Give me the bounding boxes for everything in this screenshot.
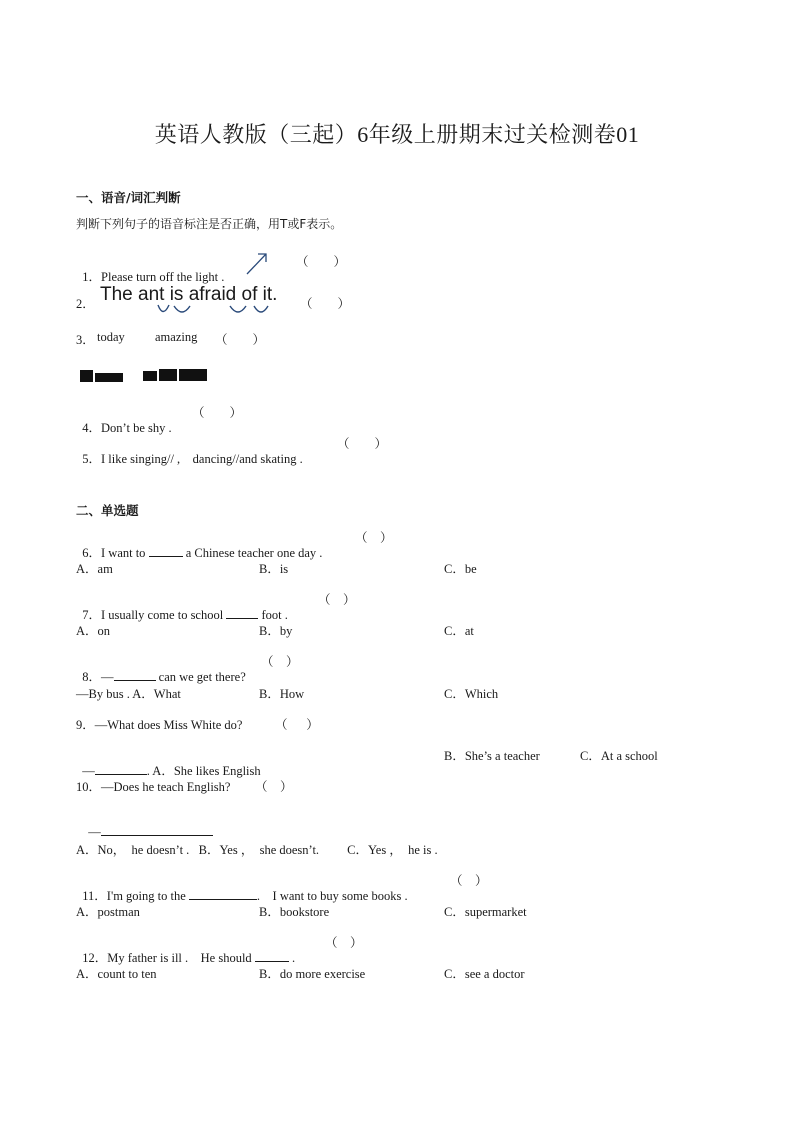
option-c[interactable]: C．Which [444,687,499,701]
answer-blank[interactable]: （ ） [318,593,356,607]
section-2-heading: 二、单选题 [76,503,139,518]
answer-blank[interactable]: （ ） [192,406,243,420]
question-number: 4． [82,421,102,435]
question-number: 5． [82,452,102,466]
redaction-block [95,373,123,382]
question-stem-end: a Chinese teacher one day . [185,546,323,560]
question-6 [76,528,322,561]
question-stem: 8．— [82,670,114,684]
option-b[interactable]: B．She’s a teacher [444,749,540,763]
answer-blank[interactable]: （ ） [450,874,488,888]
answer-blank[interactable]: （ ） [261,655,299,669]
fill-blank[interactable] [95,762,147,775]
question-stem-end: . I want to buy some books . [256,889,408,903]
option-a[interactable]: . A．She likes English [146,764,261,778]
option-a[interactable]: A．count to ten [76,967,157,981]
answer-blank[interactable]: （ ） [255,780,293,794]
question-stem: 11．I'm going to the [82,889,186,903]
question-stem: 6．I want to [82,546,146,560]
option-a[interactable]: A．on [76,624,111,638]
question-text: I like singing// , dancing//and skating . [101,452,303,466]
answer-line [82,808,213,840]
section-1-heading: 一、语音/词汇判断 [76,190,181,205]
dash: — [88,825,101,839]
option-c[interactable]: C．be [444,562,477,576]
option-b[interactable]: B．by [259,624,293,638]
answer-blank[interactable]: （ ） [300,297,351,311]
question-stem: 7．I usually come to school [82,608,224,622]
question-text: Please turn off the light . [101,270,225,284]
option-b[interactable]: B．bookstore [259,905,330,919]
answer-blank[interactable]: （ ） [296,255,347,269]
question-10-stem: 10．—Does he teach English? [76,780,231,794]
answer-blank[interactable]: （ ） [337,437,388,451]
question-stem-end: can we get there? [158,670,246,684]
question-9-line [76,746,261,779]
question-5 [76,434,303,467]
fill-blank[interactable] [189,887,257,900]
fill-blank[interactable] [149,544,183,557]
question-8 [76,652,246,685]
option-c[interactable]: C．at [444,624,474,638]
question-1 [76,252,224,285]
question-stem-end: foot . [261,608,288,622]
answer-line-option-a[interactable]: —By bus . A．What [76,687,181,701]
option-c[interactable]: C．supermarket [444,905,527,919]
question-number: 1． [82,270,102,284]
question-text: Don’t be shy . [101,421,172,435]
question-10-options[interactable]: A．No， he doesn’t . B．Yes ， she doesn’t. C．Yes ， he is . [76,843,438,857]
fill-blank[interactable] [114,668,156,681]
answer-blank[interactable]: （ ） [355,531,393,545]
option-a[interactable]: A．postman [76,905,140,919]
answer-blank[interactable]: （ ） [275,718,319,732]
section-1-instruction: 判断下列句子的语音标注是否正确，用T或F表示。 [76,217,343,231]
question-11 [76,871,408,904]
fill-blank[interactable] [101,823,213,836]
question-2-sentence: The ant is afraid of it. [100,284,278,305]
question-number: 2． [76,297,95,311]
question-12 [76,933,295,966]
option-c[interactable]: C．At a school [580,749,658,763]
redaction-block [179,369,207,381]
answer-blank[interactable]: （ ） [215,333,266,347]
word-amazing: amazing [155,330,198,344]
question-9-stem: 9．—What does Miss White do? [76,718,243,732]
question-stem-end: . [291,951,296,965]
redaction-block [143,371,157,381]
page-title: 英语人教版（三起）6年级上册期末过关检测卷01 [154,122,640,147]
option-c[interactable]: C．see a doctor [444,967,525,981]
option-a[interactable]: A．am [76,562,113,576]
option-b[interactable]: B．do more exercise [259,967,366,981]
redaction-block [80,370,93,382]
redaction-block [159,369,177,381]
question-7 [76,590,288,623]
fill-blank[interactable] [226,606,258,619]
option-b[interactable]: B．How [259,687,305,701]
word-today: today [97,330,125,344]
question-number: 3． [76,333,95,347]
question-stem: 12．My father is ill . He should [82,951,252,965]
rising-intonation-arrow-icon [240,248,270,278]
fill-blank[interactable] [255,949,289,962]
answer-blank[interactable]: （ ） [325,936,363,950]
dash: — [82,764,95,778]
linking-marks-icon [150,302,280,322]
question-4 [76,403,172,436]
option-b[interactable]: B．is [259,562,289,576]
